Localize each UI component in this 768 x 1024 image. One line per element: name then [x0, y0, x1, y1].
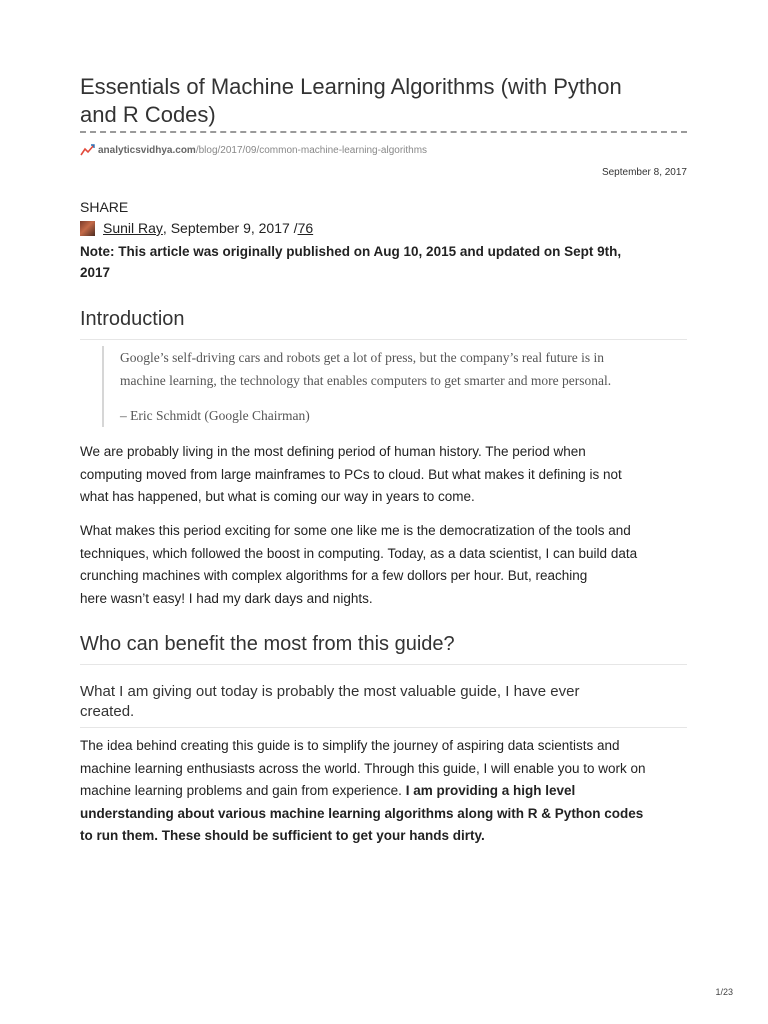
subheading-rule [80, 727, 687, 728]
title-line-1: Essentials of Machine Learning Algorithms (with Python [80, 74, 622, 99]
para1-line-1: We are probably living in the most defining period of human history. The period when [80, 444, 586, 459]
para2-line-2: techniques, which followed the boost in computing. Today, as a data scientist, I can build data [80, 545, 638, 561]
quote-line-1: Google’s self-driving cars and robots get a lot of press, but the company’s real future is in [120, 350, 605, 365]
guide-line-5-bold: to run them. These should be sufficient to get your hands dirty. [80, 828, 485, 843]
guide-paragraph [80, 735, 687, 848]
byline [80, 220, 313, 236]
guide-rule [80, 664, 687, 665]
share-label[interactable]: SHARE [80, 199, 129, 215]
intro-paragraph-2 [80, 520, 687, 610]
para1-line-2: computing moved from large mainframes to PCs to cloud. But what makes it defining is not [80, 466, 622, 482]
source-domain: analyticsvidhya.com [98, 144, 196, 156]
page-number: 1/23 [715, 987, 733, 997]
guide-line-1: The idea behind creating this guide is to simplify the journey of aspiring data scientists and [80, 738, 620, 753]
para2-line-4: here wasn’t easy! I had my dark days and nights. [80, 590, 373, 606]
para1-line-3: what has happened, but what is coming our way in years to come. [80, 489, 475, 504]
article-title [80, 73, 680, 129]
quote-attribution: – Eric Schmidt (Google Chairman) [120, 408, 310, 423]
title-line-2: and R Codes) [80, 102, 216, 127]
title-divider [80, 131, 687, 133]
note-line-2: 2017 [80, 265, 111, 280]
guide-line-2: machine learning enthusiasts across the world. Through this guide, I will enable you to work on [80, 760, 646, 776]
intro-paragraph-1 [80, 441, 687, 509]
introduction-heading: Introduction [80, 308, 185, 330]
schmidt-quote [102, 346, 700, 427]
author-link[interactable]: Sunil Ray [103, 220, 163, 236]
guide-subheading [80, 682, 660, 722]
para2-line-3: crunching machines with complex algorithms for a few dollors per hour. But, reaching [80, 568, 588, 583]
guide-line-4-bold: understanding about various machine learning algorithms along with R & Python codes [80, 805, 644, 821]
source-path: /blog/2017/09/common-machine-learning-algorithms [195, 144, 428, 156]
guide-line-3-plain: machine learning problems and gain from experience. [80, 783, 406, 798]
guide-line-3-bold: I am providing a high level [405, 783, 576, 798]
subheading-line-2: created. [80, 703, 135, 720]
note-line-1: Note: This article was originally published on Aug 10, 2015 and updated on Sept 9th, [80, 244, 622, 259]
source-url[interactable] [80, 142, 427, 158]
comment-count-link[interactable]: 76 [297, 220, 314, 236]
introduction-rule [80, 339, 687, 340]
quote-line-2: machine learning, the technology that enables computers to get smarter and more personal. [120, 373, 612, 388]
author-avatar [80, 221, 95, 236]
update-note [80, 241, 680, 283]
para2-line-1: What makes this period exciting for some one like me is the democratization of the tools and [80, 523, 631, 538]
byline-date: , September 9, 2017 / [162, 220, 298, 236]
guide-heading: Who can benefit the most from this guide? [80, 633, 455, 655]
analytics-logo-icon [80, 143, 96, 157]
subheading-line-1: What I am giving out today is probably the most valuable guide, I have ever [80, 683, 580, 700]
published-date: September 8, 2017 [601, 167, 687, 178]
